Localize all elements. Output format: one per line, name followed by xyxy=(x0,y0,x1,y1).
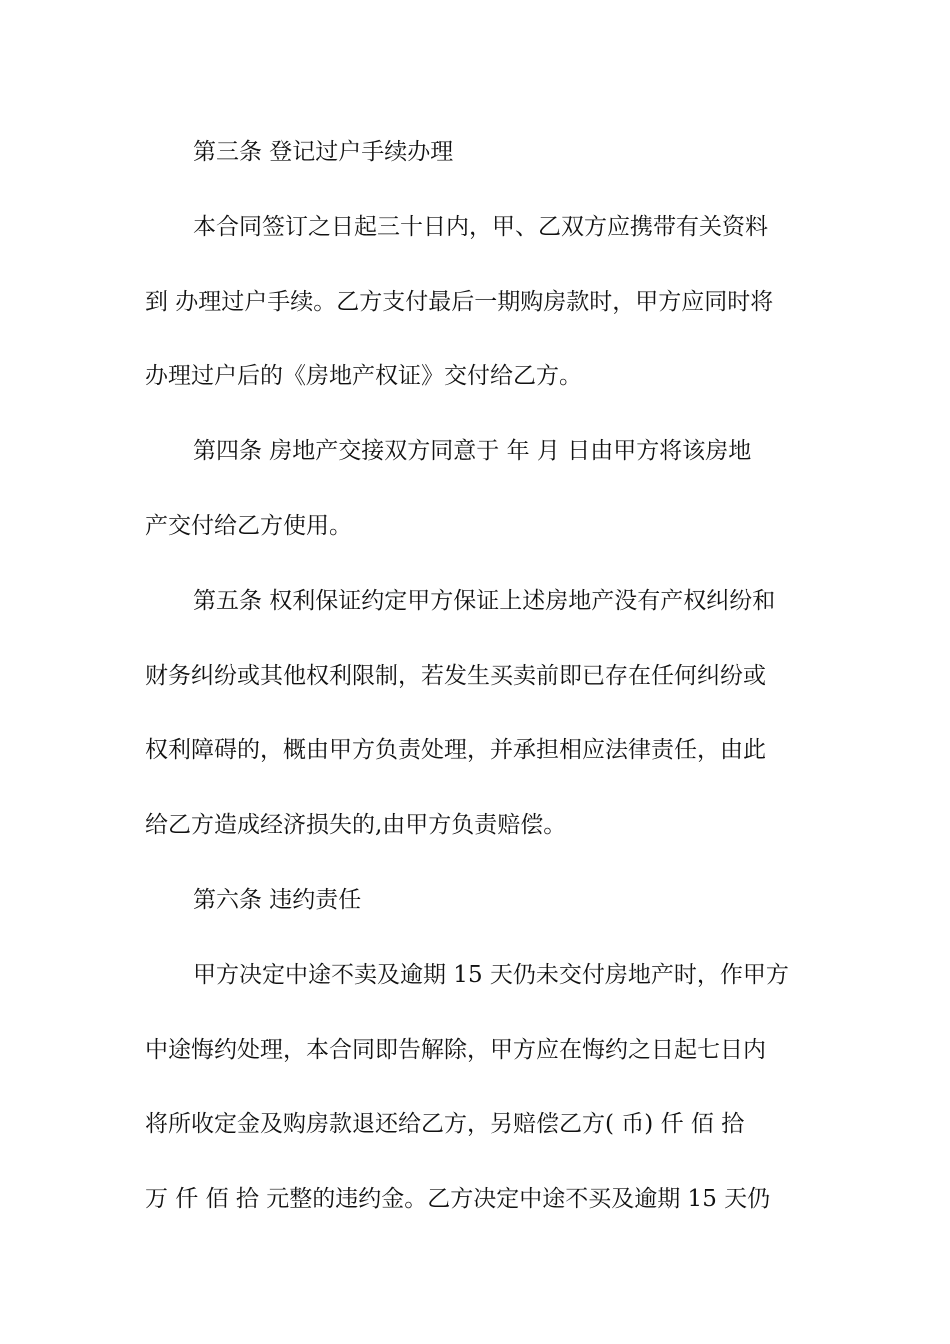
clause-heading-3: 第三条 登记过户手续办理 xyxy=(193,139,454,165)
paragraph-line: 办理过户后的《房地产权证》交付给乙方。 xyxy=(145,363,582,390)
clause-heading-4: 第四条 房地产交接双方同意于 年 月 日由甲方将该房地 xyxy=(193,438,752,465)
paragraph-line: 给乙方造成经济损失的,由甲方负责赔偿。 xyxy=(145,812,567,839)
paragraph-line: 权利障碍的，概由甲方负责处理，并承担相应法律责任，由此 xyxy=(145,737,766,764)
paragraph-line: 到 办理过户手续。乙方支付最后一期购房款时，甲方应同时将 xyxy=(145,288,774,315)
paragraph-line: 将所收定金及购房款退还给乙方，另赔偿乙方( 币) 仟 佰 拾 xyxy=(145,1111,745,1138)
clause-heading-6: 第六条 违约责任 xyxy=(193,886,362,913)
paragraph-line: 万 仟 佰 拾 元整的违约金。乙方决定中途不买及逾期 15 天仍 xyxy=(145,1186,771,1213)
paragraph-line: 中途悔约处理，本合同即告解除，甲方应在悔约之日起七日内 xyxy=(145,1036,766,1063)
paragraph-line: 财务纠纷或其他权利限制，若发生买卖前即已存在任何纠纷或 xyxy=(145,662,766,689)
paragraph-line: 本合同签订之日起三十日内，甲、乙双方应携带有关资料 xyxy=(193,213,768,240)
paragraph-line: 产交付给乙方使用。 xyxy=(145,512,352,539)
paragraph-line: 甲方决定中途不卖及逾期 15 天仍未交付房地产时，作甲方 xyxy=(193,961,789,988)
clause-heading-5: 第五条 权利保证约定甲方保证上述房地产没有产权纠纷和 xyxy=(193,587,776,614)
document-body xyxy=(145,127,805,1249)
